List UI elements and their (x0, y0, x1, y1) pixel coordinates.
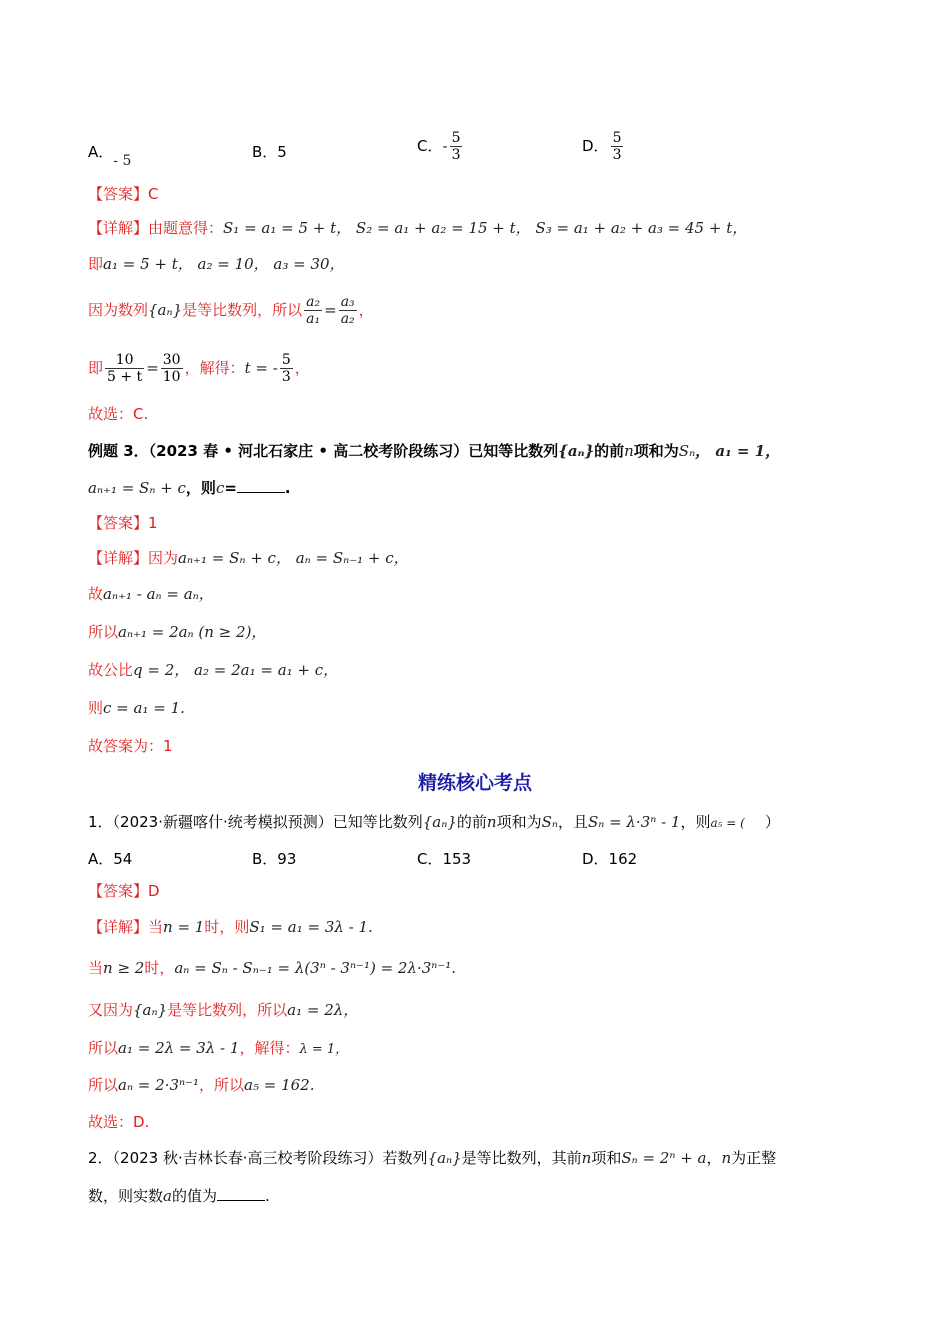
q1-option-b: B．93 (252, 850, 297, 868)
section-title: 精练核心考点 (417, 772, 532, 794)
option-c: C．- $\frac{5}{3}$ (417, 130, 461, 163)
ex3-line-l5: 则c = a₁ = 1. (88, 699, 185, 717)
ex3-line-l3: 所以aₙ₊₁ = 2aₙ (n ≥ 2)， (88, 623, 267, 641)
ex3-question: 例题 3．（2023 春 • 河北石家庄 • 高二校考阶段练习）已知等比数列{aₙ}的前n项和为Sₙ， a₁ = 1， (88, 442, 781, 460)
q1-conclusion: 故选：D. (88, 1113, 150, 1131)
q2-question: 2．（2023 秋·吉林长春·高三校考阶段练习）若数列{aₙ}是等比数列，其前n项和Sₙ = 2ⁿ + a，n为正整 (88, 1149, 777, 1167)
option-b: B．5 (252, 143, 287, 161)
q1-line-l3: 又因为{aₙ}是等比数列，所以a₁ = 2λ， (88, 1001, 359, 1019)
ex2-line4: 即 $\frac{10}{5 + t}$ = $\frac{30}{10}$ ，解得：t = - $\frac{5}{3}$ ， (88, 352, 310, 385)
q1-option-d: D．162 (582, 850, 638, 868)
q2-line2: 数，则实数a的值为 . (88, 1187, 270, 1205)
q1-line-l2: 当n ≥ 2时，aₙ = Sₙ - Sₙ₋₁ = λ(3ⁿ - 3ⁿ⁻¹) = 2λ·3ⁿ⁻¹. (88, 959, 457, 977)
q2-answer-blank (217, 1186, 265, 1201)
ex2-detail: 【详解】由题意得：S₁ = a₁ = 5 + t， S₂ = a₁ + a₂ = 15 + t， S₃ = a₁ + a₂ + a₃ = 45 + t， (88, 219, 748, 237)
q1-question: 1．（2023·新疆喀什·统考模拟预测）已知等比数列{aₙ}的前n项和为Sₙ，且Sₙ = λ·3ⁿ - 1，则a₅ = ( ） (88, 813, 780, 831)
ex3-line-l4: 故公比q = 2， a₂ = 2a₁ = a₁ + c， (88, 661, 339, 679)
q1-detail: 【详解】当n = 1时，则S₁ = a₁ = 3λ - 1. (88, 918, 373, 936)
ex3-line-l2: 故aₙ₊₁ - aₙ = aₙ， (88, 585, 214, 603)
ex2-line2: 即a₁ = 5 + t， a₂ = 10， a₃ = 30， (88, 255, 345, 273)
ex3-line2: aₙ₊₁ = Sₙ + c，则c= . (88, 479, 291, 497)
ex3-conclusion: 故答案为：1 (88, 737, 173, 755)
q1-line-l5: 所以aₙ = 2·3ⁿ⁻¹，所以a₅ = 162. (88, 1076, 315, 1094)
option-d: D． $\frac{5}{3}$ (582, 130, 622, 163)
ex2-line3: 因为数列{aₙ}是等比数列，所以 $\frac{\text{a₂}}{\text{a₁}}$ = $\frac{\text{a₃}}{\text{a₂}}$ ， (88, 294, 374, 327)
q1-option-c: C．153 (417, 850, 472, 868)
q1-option-a: A．54 (88, 850, 133, 868)
q1-answer: 【答案】D (88, 882, 160, 900)
answer-blank (237, 478, 285, 493)
q1-line-l4: 所以a₁ = 2λ = 3λ - 1，解得：λ = 1， (88, 1039, 349, 1057)
option-a: A．- 5 (88, 143, 132, 169)
ex3-detail: 【详解】因为aₙ₊₁ = Sₙ + c， aₙ = Sₙ₋₁ + c， (88, 549, 409, 567)
ex3-answer: 【答案】1 (88, 514, 158, 532)
ex2-conclusion: 故选：C. (88, 405, 149, 423)
ex2-answer: 【答案】C (88, 185, 159, 203)
